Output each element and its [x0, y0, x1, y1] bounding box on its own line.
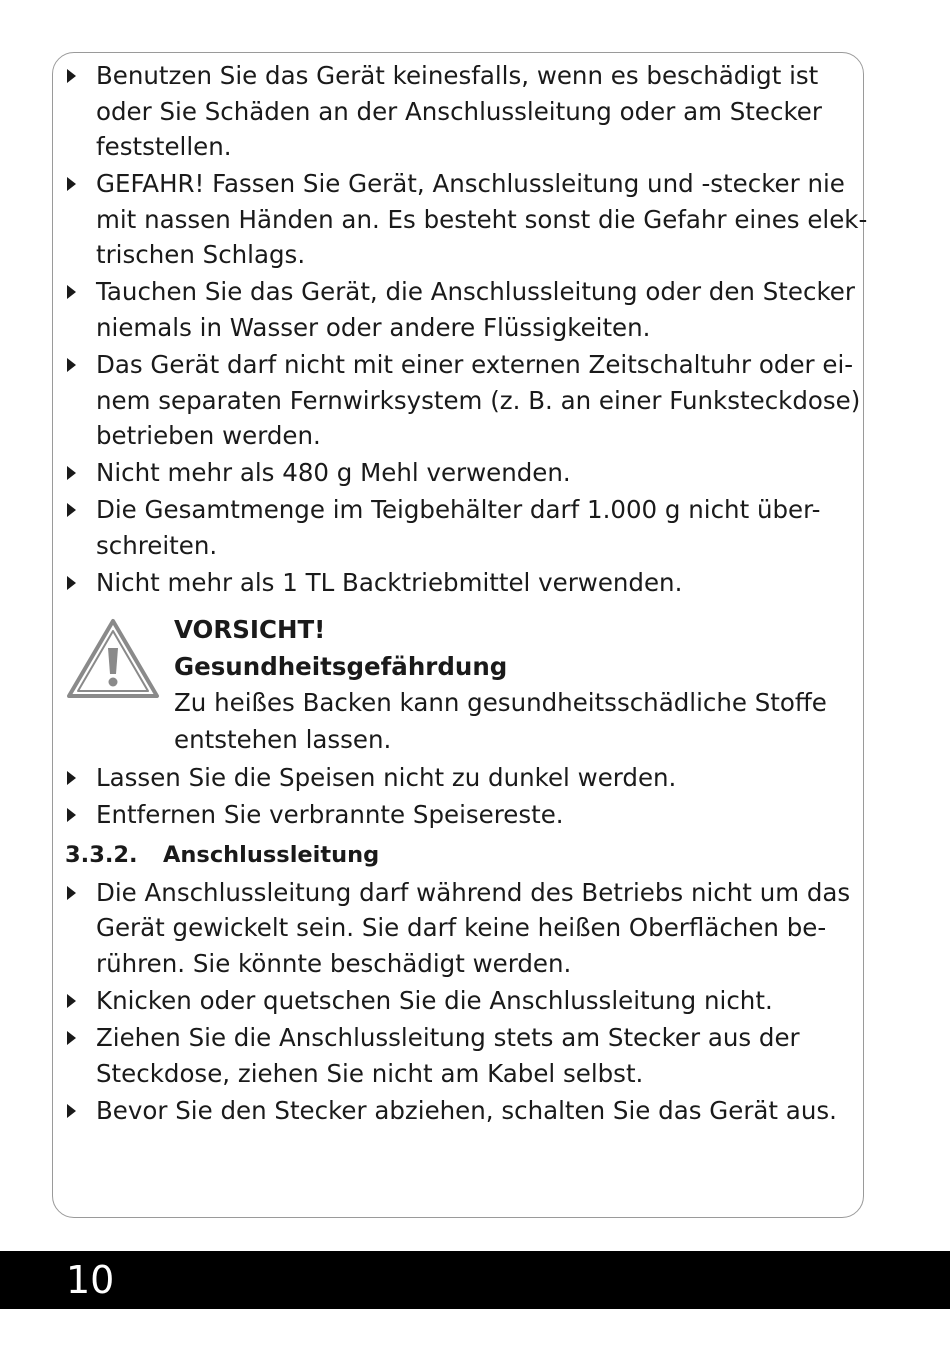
list-item: [62, 797, 862, 833]
bullet-arrow-icon: [67, 994, 76, 1008]
warning-box: [62, 612, 862, 758]
bullet-arrow-icon: [67, 1104, 76, 1118]
list-item: [62, 58, 862, 165]
list-item-line: rühren. Sie könnte beschädigt werden.: [96, 949, 572, 979]
bullet-arrow-icon: [67, 69, 76, 83]
list-item-line: schreiten.: [96, 530, 218, 560]
page-number: 10: [66, 1258, 115, 1302]
warning-subtitle: Gesundheitsgefährdung: [174, 651, 508, 681]
list-item: [62, 983, 862, 1019]
list-item: [62, 565, 862, 601]
list-item-line: betrieben werden.: [96, 421, 321, 451]
bullet-arrow-icon: [67, 503, 76, 517]
bullet-arrow-icon: [67, 886, 76, 900]
list-item-line: Gerät gewickelt sein. Sie darf keine heißen Oberflächen be-: [96, 913, 827, 943]
section-title: Anschlussleitung: [163, 841, 380, 868]
warning-title: VORSICHT!: [174, 615, 326, 645]
bullet-arrow-icon: [67, 466, 76, 480]
list-item-line: nem separaten Fernwirksystem (z. B. an einer Funksteckdose): [96, 385, 861, 415]
list-item-line: Die Anschlussleitung darf während des Betriebs nicht um das: [96, 877, 851, 907]
list-item-line: Nicht mehr als 1 TL Backtriebmittel verwenden.: [96, 567, 683, 597]
section-number: 3.3.2.: [65, 841, 138, 868]
list-item-line: Ziehen Sie die Anschlussleitung stets am Stecker aus der: [96, 1022, 800, 1052]
list-item-line: Tauchen Sie das Gerät, die Anschlussleitung oder den Stecker: [96, 277, 855, 307]
list-item-line: Benutzen Sie das Gerät keinesfalls, wenn es beschädigt ist: [96, 61, 819, 90]
bullet-arrow-icon: [67, 576, 76, 590]
list-item-line: Die Gesamtmenge im Teigbehälter darf 1.000 g nicht über-: [96, 495, 821, 525]
bullet-arrow-icon: [67, 285, 76, 299]
list-item-line: Das Gerät darf nicht mit einer externen Zeitschaltuhr oder ei-: [96, 349, 854, 379]
footer-bar: [0, 1251, 950, 1309]
list-item-line: Bevor Sie den Stecker abziehen, schalten Sie das Gerät aus.: [96, 1095, 837, 1125]
bullet-list-top: [62, 58, 868, 600]
list-item: [62, 1020, 862, 1091]
warning-text-line: entstehen lassen.: [174, 724, 392, 754]
bullet-arrow-icon: [67, 358, 76, 372]
warning-triangle-icon: [66, 618, 160, 700]
list-item-line: Nicht mehr als 480 g Mehl verwenden.: [96, 458, 571, 488]
bullet-list-bottom: [62, 875, 862, 1128]
bullet-arrow-icon: [67, 808, 76, 822]
list-item: [62, 274, 862, 345]
list-item-line: Knicken oder quetschen Sie die Anschlussleitung nicht.: [96, 986, 773, 1015]
list-item: [62, 347, 862, 454]
list-item: [62, 875, 862, 982]
section-heading: [62, 839, 862, 871]
list-item: [62, 1093, 862, 1129]
list-item: [62, 166, 868, 273]
list-item-line: oder Sie Schäden an der Anschlussleitung oder am Stecker: [96, 96, 822, 126]
list-item-line: Lassen Sie die Speisen nicht zu dunkel werden.: [96, 763, 677, 793]
page-content: [62, 58, 868, 1130]
list-item-line: niemals in Wasser oder andere Flüssigkeiten.: [96, 312, 651, 342]
list-item-line: GEFAHR! Fassen Sie Gerät, Anschlussleitung und -stecker nie: [96, 169, 845, 199]
warning-text-line: Zu heißes Backen kann gesundheitsschädliche Stoffe: [174, 688, 827, 718]
list-item-line: Steckdose, ziehen Sie nicht am Kabel selbst.: [96, 1058, 644, 1088]
list-item-line: mit nassen Händen an. Es besteht sonst die Gefahr eines elek-: [96, 204, 868, 234]
list-item-line: Entfernen Sie verbrannte Speisereste.: [96, 800, 564, 830]
list-item-line: feststellen.: [96, 132, 232, 162]
list-item: [62, 760, 862, 796]
bullet-arrow-icon: [67, 177, 76, 191]
list-item: [62, 455, 862, 491]
bullet-arrow-icon: [67, 771, 76, 785]
list-item: [62, 492, 862, 563]
list-item-line: trischen Schlags.: [96, 240, 306, 270]
bullet-list-mid: [62, 760, 862, 833]
bullet-arrow-icon: [67, 1031, 76, 1045]
